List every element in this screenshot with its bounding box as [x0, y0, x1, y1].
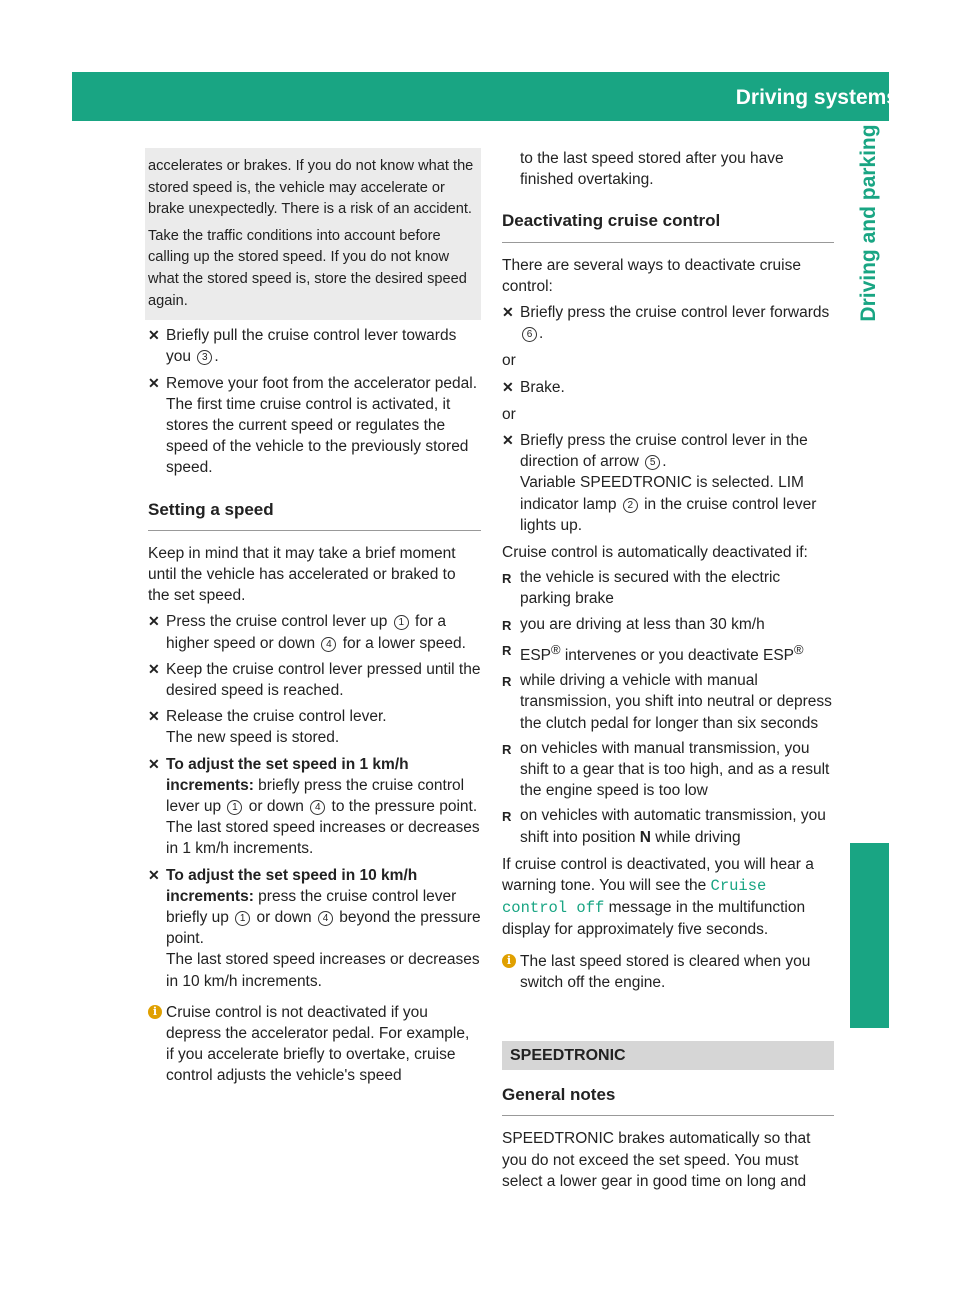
bullet-item: R while driving a vehicle with manual transmission, you shift into neutral or depress the clutch pedal for longer than six seconds — [502, 672, 832, 732]
bullet-item: R on vehicles with manual transmission, you shift to a gear that is too high, and as a result the engine speed is too low — [502, 739, 830, 800]
step-item: ✕ Keep the cruise control lever pressed until the desired speed is reached. — [148, 660, 481, 699]
callout-number: 6 — [522, 327, 537, 342]
step-arrow-icon: ✕ — [148, 866, 160, 883]
paragraph: Keep in mind that it may take a brief moment until the vehicle has accelerated or braked to the set speed. — [148, 544, 456, 605]
warning-box — [145, 148, 481, 320]
or-text: or — [502, 405, 516, 423]
bullet-icon: R — [502, 741, 512, 757]
callout-number: 1 — [394, 615, 409, 630]
callout-number: 1 — [235, 911, 250, 926]
step-arrow-icon: ✕ — [148, 327, 160, 344]
callout-number: 5 — [645, 455, 660, 470]
page-header — [72, 72, 952, 121]
info-icon: i — [502, 954, 516, 968]
right-column — [502, 148, 834, 1192]
step-item: ✕ Remove your foot from the accelerator pedal. The first time cruise control is activated, it stores the current speed or regulates the speed of the vehicle to the previously stored speed. — [148, 374, 478, 477]
step-arrow-icon: ✕ — [148, 613, 160, 630]
step-item: ✕ Release the cruise control lever. The new speed is stored. — [148, 708, 387, 747]
callout-number: 4 — [321, 637, 336, 652]
paragraph: There are several ways to deactivate cruise control: — [502, 256, 801, 295]
header-title: Driving systems — [735, 86, 898, 109]
header-divider — [904, 72, 907, 121]
step-item: ✕ Press the cruise control lever up 1 for a higher speed or down 4 for a lower speed. — [148, 613, 466, 652]
callout-number: 3 — [197, 350, 212, 365]
step-arrow-icon: ✕ — [502, 304, 514, 321]
page-number: 175 — [916, 86, 952, 109]
info-note: i Cruise control is not deactivated if you depress the accelerator pedal. For example, if you accelerate briefly to overtake, cruise control adjusts the vehicle's speed — [148, 1002, 481, 1087]
side-tab-label: Driving and parking — [857, 124, 880, 322]
display-message: Cruise control off — [502, 877, 767, 918]
step-item: ✕ Briefly pull the cruise control lever towards you 3 . — [148, 327, 457, 366]
paragraph: Cruise control is automatically deactivated if: — [502, 544, 808, 562]
step-item: ✕ Brake. — [502, 377, 834, 398]
bullet-icon: R — [502, 642, 512, 658]
callout-number: 4 — [318, 911, 333, 926]
paragraph: SPEEDTRONIC brakes automatically so that you do not exceed the set speed. You must select a lower gear in good time on long and — [502, 1130, 811, 1190]
chapter-bar: SPEEDTRONIC — [502, 1041, 834, 1070]
step-item: ✕ Briefly press the cruise control lever forwards 6 . — [502, 304, 830, 343]
step-arrow-icon: ✕ — [502, 432, 514, 449]
bullet-icon: R — [502, 617, 512, 633]
section-heading: Setting a speed — [148, 499, 481, 531]
callout-number: 1 — [227, 800, 242, 815]
warning-text: Take the traffic conditions into account before calling up the stored speed. If you do not know what the stored speed is, store the desired speed again. — [148, 227, 467, 309]
bullet-item: R on vehicles with automatic transmission, you shift into position N while driving — [502, 807, 826, 846]
bullet-icon: R — [502, 571, 512, 587]
info-icon: i — [148, 1005, 162, 1019]
bullet-item: R you are driving at less than 30 km/h — [502, 614, 834, 635]
bullet-icon: R — [502, 809, 512, 825]
warning-text: accelerates or brakes. If you do not know what the stored speed is, the vehicle may accelerate or brake unexpectedly. There is a risk of an accident. — [148, 158, 474, 218]
bullet-icon: R — [502, 674, 512, 690]
section-heading: Deactivating cruise control — [502, 210, 834, 242]
section-heading: General notes — [502, 1084, 834, 1116]
step-arrow-icon: ✕ — [148, 708, 160, 725]
callout-number: 2 — [623, 498, 638, 513]
step-arrow-icon: ✕ — [148, 755, 160, 772]
or-text: or — [502, 352, 516, 370]
step-item: ✕ To adjust the set speed in 1 km/h increments: briefly press the cruise control lever up 1 or down 4 to the pressure point. The last stored speed increases or decreases in 1 km/h increments. — [148, 755, 480, 858]
bullet-item: R the vehicle is secured with the electric parking brake — [502, 569, 781, 608]
step-arrow-icon: ✕ — [502, 378, 514, 395]
step-arrow-icon: ✕ — [148, 374, 160, 391]
paragraph: If cruise control is deactivated, you will hear a warning tone. You will see the Cruise control off message in the multifunction display for approximately five seconds. — [502, 855, 814, 939]
callout-number: 4 — [310, 800, 325, 815]
left-column — [148, 148, 481, 1087]
step-arrow-icon: ✕ — [148, 660, 160, 677]
bullet-item: R ESP® intervenes or you deactivate ESP® — [502, 641, 804, 665]
step-item: ✕ Briefly press the cruise control lever in the direction of arrow 5 . Variable SPEEDTRONIC is selected. LIM indicator lamp 2 in the cruise control lever lights up. — [502, 432, 817, 534]
info-note: i The last speed stored is cleared when you switch off the engine. — [502, 951, 834, 993]
side-tab-marker — [850, 843, 889, 1028]
paragraph: to the last speed stored after you have finished overtaking. — [520, 150, 784, 189]
step-item: ✕ To adjust the set speed in 10 km/h increments: press the cruise control lever briefly up 1 or down 4 beyond the pressure point. The last stored speed increases or decreases in 10 km/h increments. — [148, 866, 481, 990]
